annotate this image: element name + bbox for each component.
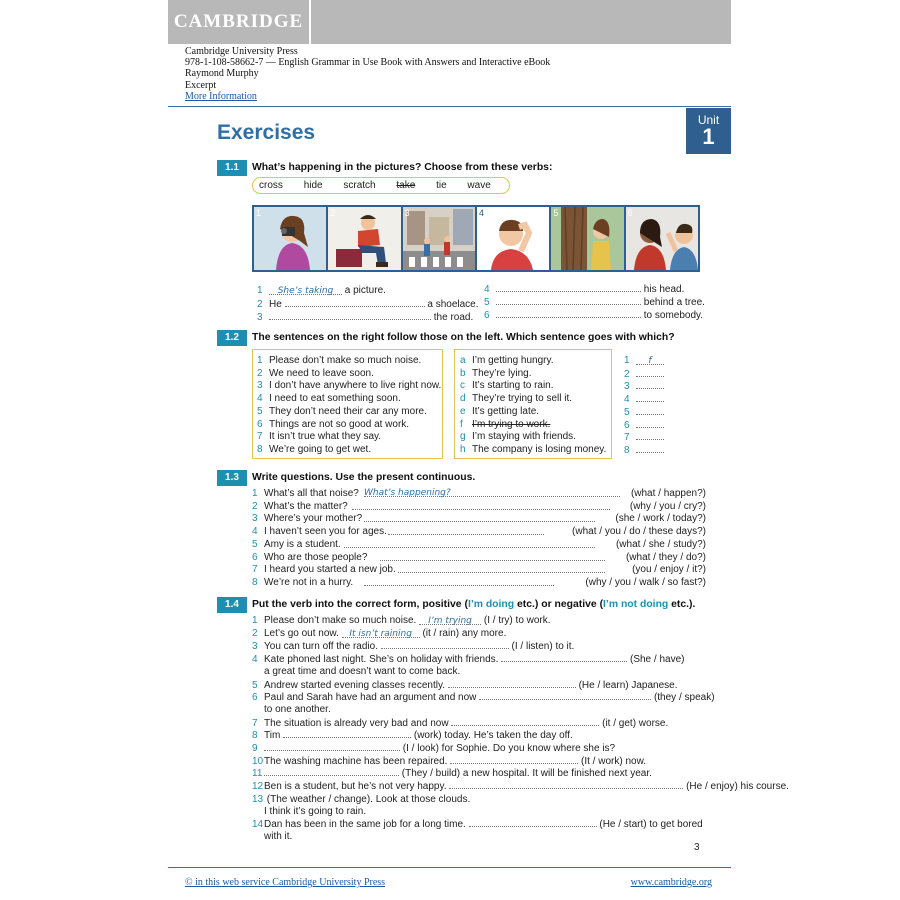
sentence-text: I need to eat something soon. [269, 393, 401, 405]
picture-1 [254, 207, 326, 270]
answer-field[interactable] [448, 679, 576, 688]
picture-6 [626, 207, 698, 270]
unit-label: Unit [697, 113, 720, 127]
sentence-text: The situation is already very bad and now [264, 717, 449, 729]
verb-hint: (why / you / cry?) [629, 500, 706, 512]
line-text: behind a tree. [643, 297, 705, 308]
sentence-text: It isn’t true what they say. [269, 431, 382, 443]
sentence-text: Tim [264, 730, 281, 742]
right-sentence [460, 355, 554, 366]
answer-field[interactable] [636, 431, 664, 440]
fill-line [252, 742, 615, 754]
fill-line [252, 666, 460, 677]
item-number: 9 [252, 743, 258, 754]
cambridge-logo [168, 0, 311, 44]
match-answer-row [624, 355, 664, 366]
verb-box [252, 177, 510, 194]
picture-number: 6 [627, 208, 633, 218]
sentence-text: The washing machine has been repaired. [264, 755, 448, 767]
answer-field[interactable] [501, 653, 627, 662]
picture-number: 3 [404, 208, 410, 218]
answer-field[interactable] [636, 368, 664, 377]
sentence-text: They’re lying. [472, 367, 532, 379]
sentence-text: Kate phoned last night. She’s on holiday with friends. [264, 654, 499, 666]
item-number: 4 [252, 526, 258, 538]
fill-line [252, 767, 652, 779]
verb-hint: (I / listen) to it. [511, 641, 575, 653]
sentence-text: Please don’t make so much noise. [264, 615, 417, 626]
answer-field[interactable] [283, 729, 411, 738]
item-letter: h [460, 443, 466, 455]
verb-hint: (He / enjoy) his course. [686, 781, 789, 793]
photographer-illustration [254, 207, 326, 270]
verb-hint: (it / rain) any more. [422, 627, 507, 639]
item-number: 3 [257, 312, 263, 323]
sentence-text: Dan has been in the same job for a long time. [264, 819, 466, 831]
left-sentence [257, 406, 427, 417]
verb-hint: (The weather / change). Look at those clouds. [266, 793, 471, 805]
right-sentence [460, 444, 606, 455]
right-sentence [460, 406, 539, 417]
sentence-text: I’m staying with friends. [472, 431, 576, 443]
unit-number: 1 [702, 124, 715, 149]
item-number: 3 [624, 381, 630, 393]
verb-hint: (they / speak) [653, 692, 715, 704]
prompt-part: etc.). [668, 599, 696, 610]
item-letter: c [460, 380, 465, 392]
line-text: the road. [433, 312, 474, 323]
fill-line [252, 691, 715, 703]
item-number: 2 [624, 368, 630, 380]
item-number: 7 [252, 564, 258, 576]
answer-field[interactable] [496, 283, 641, 292]
item-number: 6 [252, 551, 258, 563]
fill-line [252, 806, 366, 817]
item-number: 3 [257, 380, 263, 392]
ex11-line-6 [484, 309, 703, 321]
verb-item: hide [303, 180, 323, 191]
answer-field[interactable] [352, 501, 610, 510]
item-number: 3 [252, 641, 258, 653]
answer-field[interactable] [496, 296, 641, 305]
verb-hint: (He / learn) Japanese. [578, 679, 678, 691]
section-badge-1-3: 1.3 [217, 470, 247, 486]
more-info-link[interactable]: More Information [185, 90, 257, 102]
picture-number: 5 [553, 208, 559, 218]
question-prompt: I heard you started a new job. [264, 564, 396, 576]
verb-hint: (she / work / today?) [615, 513, 706, 525]
waving-illustration [626, 207, 698, 270]
item-number: 1 [252, 488, 258, 499]
item-number: 7 [252, 717, 258, 729]
section-prompt-1-3: Write questions. Use the present continuous. [252, 472, 476, 483]
answer-field[interactable]: What’s happening? [364, 488, 620, 497]
verb-hint: (it / get) worse. [602, 717, 669, 729]
head-scratching-illustration [477, 207, 549, 270]
picture-number: 2 [330, 208, 336, 218]
answer-field[interactable] [636, 393, 664, 402]
ex11-line-5 [484, 296, 705, 308]
verb-hint: (She / have) [629, 654, 685, 666]
verb-item: tie [436, 180, 447, 191]
item-number: 6 [257, 418, 263, 430]
item-number: 2 [252, 627, 258, 639]
line-text: He [269, 299, 282, 310]
fill-line [252, 653, 684, 665]
answer-field[interactable] [388, 526, 544, 535]
item-letter: b [460, 367, 466, 379]
picture-number: 1 [256, 208, 262, 218]
match-answer-row [624, 419, 664, 431]
item-number: 1 [624, 355, 630, 366]
answer-field[interactable] [285, 298, 425, 307]
answer-field[interactable] [264, 767, 399, 776]
sentence-text: Paul and Sarah have had an argument and now [264, 692, 477, 704]
item-number: 5 [252, 538, 258, 550]
fill-line [252, 640, 574, 652]
sentence-text: We need to leave soon. [269, 367, 374, 379]
right-sentence [460, 393, 572, 404]
sentence-text: Please don’t make so much noise. [269, 355, 422, 366]
answer-field[interactable] [364, 513, 595, 522]
item-number: 2 [257, 299, 263, 310]
street-crossing-illustration [403, 207, 475, 270]
answer-field[interactable] [269, 311, 431, 320]
verb-hint: (It / work) now. [581, 755, 647, 767]
sentence-text: Andrew started evening classes recently. [264, 679, 446, 691]
prompt-highlight: I’m not doing [603, 599, 669, 610]
sentence-text: We’re going to get wet. [269, 443, 372, 455]
answer-field[interactable] [364, 577, 554, 586]
footer-divider [168, 867, 731, 868]
line-text: his head. [643, 284, 685, 295]
verb-hint: (what / they / do?) [625, 551, 706, 563]
item-number: 1 [252, 615, 258, 626]
verb-item-crossed: take [396, 180, 416, 191]
sentence-text: I think it’s going to rain. [264, 805, 367, 817]
item-number: 10 [252, 755, 264, 767]
match-answer-row [624, 444, 664, 456]
question-prompt: What’s all that noise? [264, 488, 359, 499]
isbn-line: 978-1-108-58662-7 — English Grammar in Use Book with Answers and Interactive eBook [185, 57, 551, 69]
fill-line [252, 615, 551, 626]
fill-line [252, 717, 668, 729]
picture-4 [477, 207, 549, 270]
answer-field[interactable] [636, 406, 664, 415]
picture-2 [328, 207, 400, 270]
left-sentence [257, 431, 381, 442]
page-number: 3 [694, 842, 700, 853]
answer-field[interactable]: I’m trying [419, 616, 481, 625]
sentence-text: You can turn off the radio. [264, 641, 378, 653]
sentence-text: Things are not so good at work. [269, 418, 410, 430]
question-prompt: Amy is a student. [264, 538, 341, 550]
item-number: 1 [257, 355, 263, 366]
website-link[interactable]: www.cambridge.org [630, 877, 712, 888]
answer-field[interactable] [451, 717, 599, 726]
answer-field[interactable] [380, 552, 605, 561]
match-answer-row [624, 393, 664, 405]
verb-item: scratch [343, 180, 376, 191]
item-letter: a [460, 355, 466, 366]
unit-badge [686, 108, 731, 154]
answer-field[interactable] [479, 691, 651, 700]
line-text: a shoelace. [427, 299, 479, 310]
item-letter: g [460, 431, 466, 443]
answer-field[interactable] [381, 640, 509, 649]
ex11-line-1 [257, 285, 386, 296]
author: Raymond Murphy [185, 68, 259, 80]
sentence-text: They’re trying to sell it. [472, 393, 573, 405]
right-sentence [460, 380, 554, 391]
sentence-text: Ben is a student, but he’s not very happy. [264, 781, 447, 793]
answer-field[interactable] [449, 780, 683, 789]
answer-field[interactable] [264, 742, 400, 751]
section-badge-1-1: 1.1 [217, 160, 247, 176]
item-number: 8 [252, 730, 258, 742]
sentence-text: to one another. [264, 703, 331, 715]
picture-5 [551, 207, 623, 270]
answer-field[interactable]: f [636, 356, 664, 365]
item-letter: f [460, 418, 463, 430]
verb-hint: (work) today. He’s taken the day off. [413, 730, 573, 742]
prompt-part: Put the verb into the correct form, positive ( [252, 599, 468, 610]
answer-field[interactable]: It isn’t raining [342, 629, 420, 638]
sentence-text: a great time and doesn’t want to come back. [264, 665, 461, 677]
tree-hiding-illustration [551, 207, 623, 270]
item-number: 2 [252, 500, 258, 512]
item-number: 7 [257, 431, 263, 443]
header-band [168, 0, 731, 44]
item-letter: d [460, 393, 466, 405]
picture-strip [252, 205, 700, 272]
item-number: 7 [624, 432, 630, 444]
verb-hint: (They / build) a new hospital. It will be finished next year. [401, 768, 652, 780]
fill-line [252, 628, 506, 639]
left-sentence [257, 444, 371, 455]
item-number: 4 [624, 394, 630, 406]
fill-line [252, 704, 331, 715]
section-prompt-1-4 [252, 599, 695, 610]
page-title: Exercises [217, 121, 316, 144]
item-number: 4 [484, 284, 490, 295]
section-prompt-1-1: What’s happening in the pictures? Choose from these verbs: [252, 162, 553, 173]
item-number: 6 [484, 310, 490, 321]
item-letter: e [460, 405, 466, 417]
verb-hint: (I / try) to work. [483, 615, 551, 626]
sentence-text: The company is losing money. [472, 443, 607, 455]
verb-item: wave [467, 180, 491, 191]
section-badge-1-2: 1.2 [217, 330, 247, 346]
sentence-text: It’s getting late. [472, 405, 540, 417]
answer-field[interactable] [344, 539, 595, 548]
section-prompt-1-2: The sentences on the right follow those on the left. Which sentence goes with which? [252, 332, 675, 343]
item-number: 5 [624, 406, 630, 418]
prompt-part: etc.) or negative ( [514, 599, 604, 610]
answer-field[interactable] [496, 309, 641, 318]
item-number: 2 [257, 367, 263, 379]
fill-line [252, 818, 703, 830]
verb-hint: (why / you / walk / so fast?) [585, 576, 706, 588]
verb-hint: (what / you / do / these days?) [572, 526, 706, 538]
sentence-text: It’s starting to rain. [472, 380, 554, 392]
sentence-text: with it. [264, 830, 293, 842]
fill-line [252, 831, 292, 842]
logo-text: CAMBRIDGE [173, 11, 304, 32]
left-sentence [257, 419, 409, 430]
publisher: Cambridge University Press [185, 46, 298, 57]
item-number: 5 [252, 679, 258, 691]
item-number: 6 [252, 692, 258, 704]
answer-field[interactable] [636, 419, 664, 428]
verb-hint: (you / enjoy / it?) [632, 564, 706, 576]
item-number: 3 [252, 513, 258, 525]
right-sentence [460, 368, 531, 379]
ex11-line-2 [257, 298, 479, 310]
header-divider [168, 106, 731, 107]
question-prompt: Where’s your mother? [264, 513, 363, 525]
fill-line [252, 679, 678, 691]
prompt-highlight: I’m doing [467, 599, 515, 610]
item-number: 4 [257, 393, 263, 405]
item-number: 12 [252, 781, 264, 793]
book-meta [185, 46, 550, 102]
fill-line [252, 729, 573, 741]
verb-hint: (I / look) for Sophie. Do you know where she is? [402, 743, 616, 754]
match-answer-row [624, 380, 664, 392]
ex11-line-4 [484, 283, 684, 295]
answer-field[interactable] [636, 444, 664, 453]
item-number: 6 [624, 419, 630, 431]
left-sentence [257, 368, 374, 379]
question-prompt: We’re not in a hurry. [264, 576, 354, 588]
item-number: 8 [257, 443, 263, 455]
copyright-link[interactable]: © in this web service Cambridge University Press [185, 877, 386, 888]
verb-hint: (He / start) to get bored [599, 819, 703, 831]
match-answer-row [624, 431, 664, 443]
sentence-text: Let’s go out now. [264, 627, 339, 639]
sentence-text: They don’t need their car any more. [269, 405, 427, 417]
picture-3 [403, 207, 475, 270]
picture-number: 4 [478, 208, 484, 218]
sentence-text: I’m trying to work. [472, 418, 551, 430]
ex11-line-3 [257, 311, 473, 323]
answer-field[interactable] [469, 818, 597, 827]
fill-line [252, 793, 470, 805]
item-number: 13 [252, 793, 264, 805]
item-number: 11 [252, 768, 263, 780]
line-text: a picture. [344, 285, 386, 296]
item-number: 5 [484, 297, 490, 308]
item-number: 5 [257, 405, 263, 417]
line-text: to somebody. [643, 310, 704, 321]
question-prompt: I haven’t seen you for ages. [264, 526, 387, 538]
left-sentence [257, 393, 401, 404]
item-number: 8 [252, 576, 258, 588]
question-prompt: What’s the matter? [264, 500, 348, 512]
verb-hint: (what / she / study?) [615, 538, 706, 550]
item-number: 8 [624, 444, 630, 456]
match-answer-row [624, 368, 664, 380]
item-number: 4 [252, 654, 258, 666]
question-prompt: Who are those people? [264, 551, 368, 563]
sentence-text: I don’t have anywhere to live right now. [269, 380, 442, 392]
section-badge-1-4: 1.4 [217, 597, 247, 613]
right-sentence [460, 431, 576, 442]
left-sentence [257, 380, 441, 391]
verb-hint: (what / happen?) [630, 488, 706, 499]
answer-field[interactable] [450, 755, 578, 764]
right-sentence [460, 419, 550, 430]
verb-item: cross [259, 180, 283, 191]
answer-field[interactable]: She’s taking [269, 286, 342, 295]
book-page [168, 0, 789, 900]
left-sentence [257, 355, 421, 366]
fill-line [252, 780, 789, 792]
sentence-text: I’m getting hungry. [472, 355, 554, 366]
item-number: 1 [257, 285, 263, 296]
excerpt-label: Excerpt [185, 79, 217, 91]
answer-field[interactable] [398, 564, 605, 573]
shoelace-illustration [328, 207, 400, 270]
match-answer-row [624, 406, 664, 418]
item-number: 14 [252, 819, 264, 831]
answer-field[interactable] [636, 380, 664, 389]
fill-line [252, 755, 646, 767]
